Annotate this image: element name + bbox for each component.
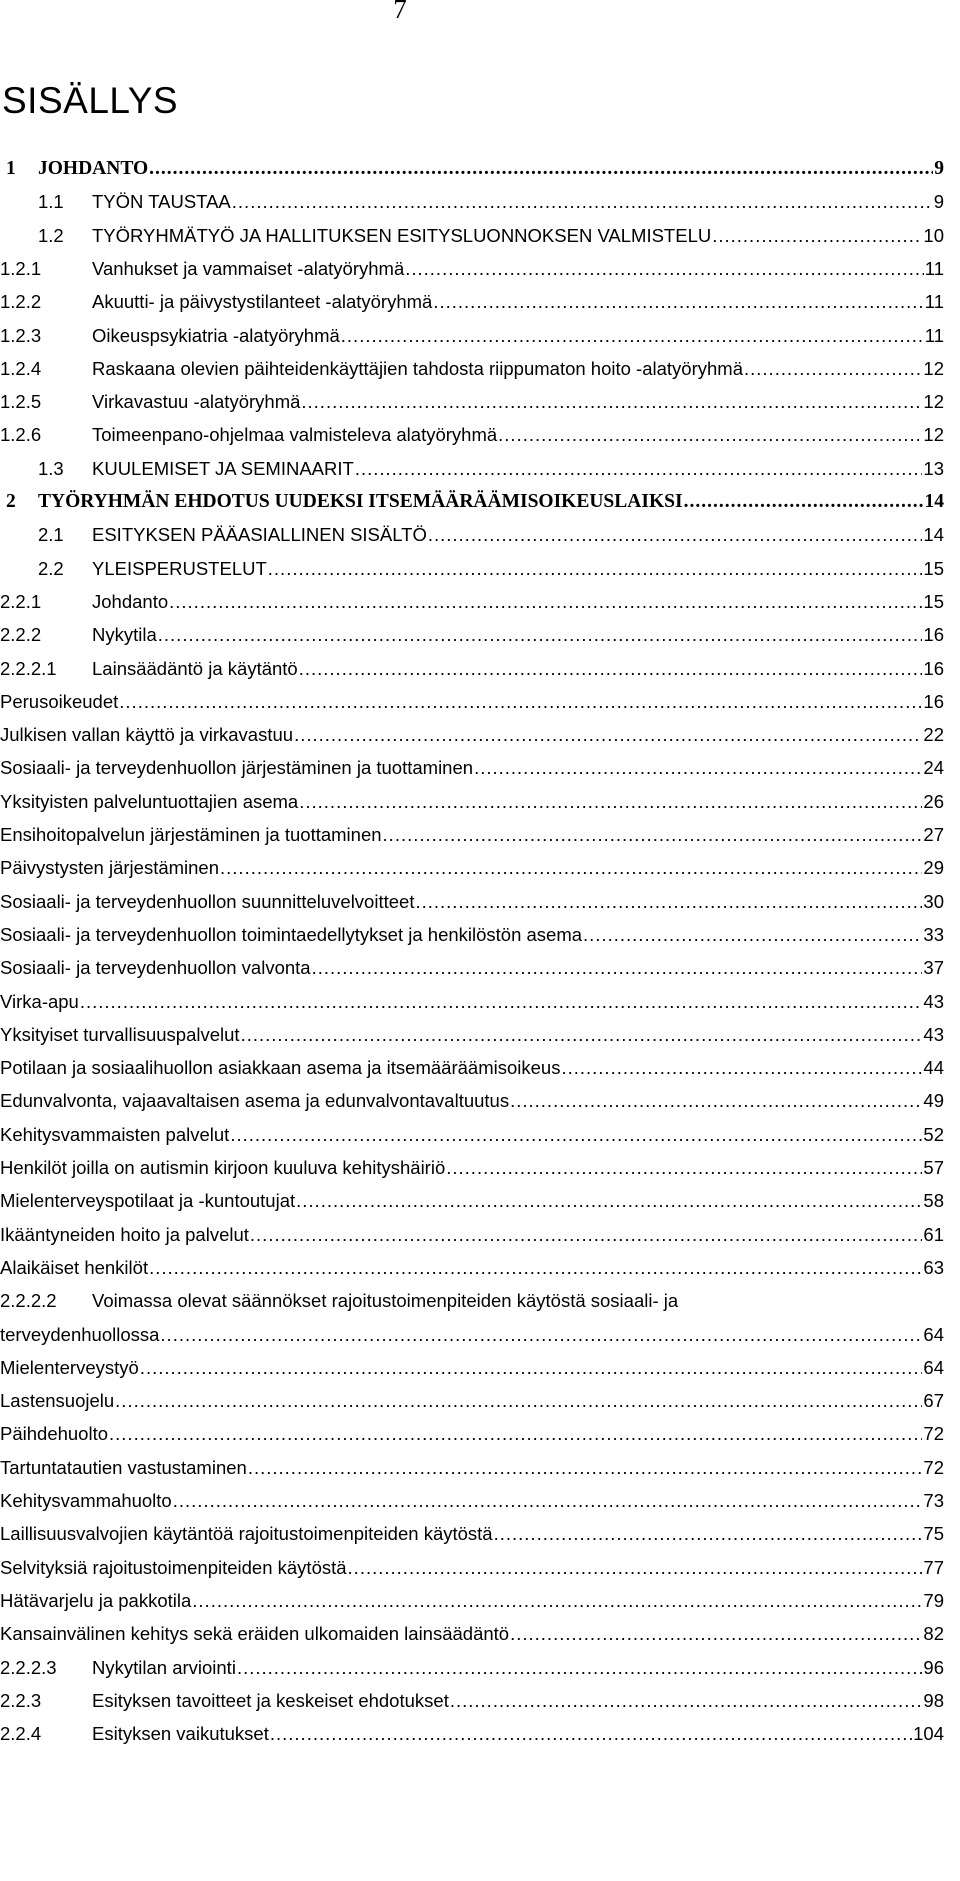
dot-leader bbox=[712, 223, 922, 249]
dot-leader bbox=[312, 955, 923, 981]
toc-entry[interactable] bbox=[0, 1384, 944, 1414]
dot-leader bbox=[294, 722, 922, 748]
toc-entry[interactable] bbox=[0, 1484, 944, 1514]
toc-entry[interactable] bbox=[0, 385, 944, 415]
toc-entry-page: 43 bbox=[923, 1023, 944, 1045]
dot-leader bbox=[583, 922, 922, 948]
dot-leader bbox=[474, 755, 922, 781]
dot-leader bbox=[270, 1721, 912, 1747]
dot-leader bbox=[149, 156, 933, 182]
toc-entry-page: 11 bbox=[924, 324, 944, 346]
toc-entry-page: 79 bbox=[923, 1589, 944, 1611]
dot-leader bbox=[109, 1421, 922, 1447]
dot-leader bbox=[494, 1521, 923, 1547]
toc-entry-number: 1.2.3 bbox=[0, 324, 42, 346]
toc-entry[interactable] bbox=[0, 1551, 944, 1581]
toc-entry-page: 58 bbox=[923, 1190, 944, 1212]
toc-entry-page: 72 bbox=[923, 1423, 944, 1445]
dot-leader bbox=[415, 889, 922, 915]
toc-entry[interactable] bbox=[0, 319, 944, 349]
toc-entry[interactable] bbox=[0, 785, 944, 815]
dot-leader bbox=[250, 1222, 923, 1248]
toc-entry-page: 12 bbox=[923, 424, 944, 446]
toc-entry-label: Virkavastuu -alatyöryhmä bbox=[92, 391, 301, 413]
toc-entry-page: 77 bbox=[923, 1556, 944, 1578]
toc-entry-label: Henkilöt joilla on autismin kirjoon kuuluva kehityshäiriö bbox=[0, 1157, 446, 1178]
toc-entry[interactable] bbox=[0, 452, 944, 482]
toc-entry-label: Nykytila bbox=[92, 624, 157, 646]
toc-entry[interactable] bbox=[0, 585, 944, 615]
toc-entry-page: 16 bbox=[923, 657, 944, 679]
dot-leader bbox=[301, 389, 922, 415]
dot-leader bbox=[149, 1255, 922, 1281]
toc-entry-page: 22 bbox=[923, 724, 944, 746]
toc-entry-page: 11 bbox=[924, 291, 944, 313]
dot-leader bbox=[192, 1588, 922, 1614]
toc-entry-label: Virka-apu bbox=[0, 990, 79, 1012]
toc-entry-label: Vanhukset ja vammaiset -alatyöryhmä bbox=[92, 257, 405, 279]
toc-entry[interactable] bbox=[0, 552, 944, 582]
toc-entry-number: 2.2.3 bbox=[0, 1689, 42, 1711]
toc-entry[interactable] bbox=[0, 1051, 944, 1081]
toc-entry[interactable] bbox=[0, 1018, 944, 1048]
toc-entry-page: 67 bbox=[923, 1390, 944, 1412]
toc-entry[interactable] bbox=[0, 1684, 944, 1714]
toc-entry-page: 49 bbox=[923, 1090, 944, 1112]
dot-leader bbox=[119, 689, 922, 715]
toc-entry-page: 33 bbox=[923, 923, 944, 945]
dot-leader bbox=[173, 1488, 923, 1514]
toc-entry-page: 26 bbox=[923, 790, 944, 812]
toc-entry-page: 30 bbox=[923, 890, 944, 912]
toc-entry-number: 1.1 bbox=[38, 191, 64, 213]
page-title: SISÄLLYS bbox=[2, 80, 179, 121]
toc-entry[interactable] bbox=[0, 751, 944, 781]
toc-entry[interactable] bbox=[0, 918, 944, 948]
toc-entry[interactable] bbox=[0, 1218, 944, 1248]
toc-entry-label: Sosiaali- ja terveydenhuollon järjestäminen ja tuottaminen bbox=[0, 757, 474, 779]
toc-entry-label: Laillisuusvalvojien käytäntöä rajoitustoimenpiteiden käytöstä bbox=[0, 1523, 493, 1545]
toc-entry-label: Johdanto bbox=[92, 590, 169, 612]
toc-entry-label: Selvityksiä rajoitustoimenpiteiden käytöstä bbox=[0, 1556, 347, 1578]
toc-entry[interactable] bbox=[0, 1717, 944, 1747]
toc-entry-label: Tartuntatautien vastustaminen bbox=[0, 1456, 247, 1478]
toc-entry-page: 57 bbox=[923, 1157, 944, 1178]
toc-entry-label: terveydenhuollossa bbox=[0, 1323, 160, 1345]
dot-leader bbox=[237, 1655, 922, 1681]
toc-entry-page: 15 bbox=[923, 590, 944, 612]
toc-entry-page: 64 bbox=[923, 1323, 944, 1345]
toc-entry-number: 1.2.4 bbox=[0, 357, 42, 379]
toc-entry-page: 9 bbox=[933, 191, 944, 213]
toc-entry-page: 16 bbox=[923, 690, 944, 712]
toc-entry[interactable] bbox=[0, 685, 944, 715]
toc-entry-label: Esityksen tavoitteet ja keskeiset ehdotukset bbox=[92, 1689, 449, 1711]
toc-entry[interactable] bbox=[0, 851, 944, 881]
toc-entry-page: 15 bbox=[923, 557, 944, 579]
dot-leader bbox=[744, 356, 922, 382]
toc-entry-number: 2.2.1 bbox=[0, 590, 42, 612]
dot-leader bbox=[341, 323, 924, 349]
toc-entry[interactable] bbox=[0, 1084, 944, 1114]
toc-entry-page: 10 bbox=[923, 224, 944, 246]
dot-leader bbox=[561, 1055, 922, 1081]
toc-entry[interactable] bbox=[0, 1251, 944, 1281]
dot-leader bbox=[80, 989, 923, 1015]
toc-entry[interactable] bbox=[0, 1184, 944, 1214]
toc-entry[interactable] bbox=[0, 285, 944, 315]
toc-entry-label: TYÖN TAUSTAA bbox=[92, 191, 231, 213]
toc-entry[interactable] bbox=[0, 1451, 944, 1481]
toc-entry-label: Ensihoitopalvelun järjestäminen ja tuottaminen bbox=[0, 824, 382, 845]
toc-entry-label: Perusoikeudet bbox=[0, 690, 119, 712]
toc-entry[interactable] bbox=[0, 718, 944, 748]
toc-entry-label: Ikääntyneiden hoito ja palvelut bbox=[0, 1223, 249, 1245]
toc-entry-label: Voimassa olevat säännökset rajoitustoimenpiteiden käytöstä sosiaali- ja bbox=[92, 1290, 679, 1312]
dot-leader bbox=[433, 289, 923, 315]
toc-entry-page: 98 bbox=[923, 1689, 944, 1711]
toc-entry[interactable] bbox=[0, 652, 944, 682]
toc-entry-label: Toimeenpano-ohjelmaa valmisteleva alatyöryhmä bbox=[92, 424, 498, 446]
toc-entry-page: 64 bbox=[923, 1356, 944, 1378]
dot-leader bbox=[115, 1388, 922, 1414]
toc-entry-number: 2.2.2.3 bbox=[0, 1656, 57, 1678]
toc-entry-page: 16 bbox=[923, 624, 944, 646]
toc-entry-label: TYÖRYHMÄTYÖ JA HALLITUKSEN ESITYSLUONNOKSEN VALMISTELU bbox=[92, 224, 712, 246]
toc-entry-number: 1.3 bbox=[38, 457, 64, 479]
toc-entry-page: 11 bbox=[924, 257, 944, 279]
toc-entry-page: 82 bbox=[923, 1623, 944, 1645]
toc-entry[interactable] bbox=[0, 885, 944, 915]
dot-leader bbox=[268, 556, 923, 582]
toc-entry-page: 37 bbox=[923, 957, 944, 979]
dot-leader bbox=[169, 589, 922, 615]
toc-entry-label: Potilaan ja sosiaalihuollon asiakkaan asema ja itsemääräämisoikeus bbox=[0, 1057, 561, 1079]
dot-leader bbox=[405, 256, 924, 282]
toc-entry-label: Edunvalvonta, vajaavaltaisen asema ja edunvalvontavaltuutus bbox=[0, 1090, 510, 1112]
toc-entry-wrap-line[interactable] bbox=[0, 1284, 944, 1314]
toc-entry-label: YLEISPERUSTELUT bbox=[92, 557, 267, 579]
dot-leader bbox=[383, 822, 923, 848]
dot-leader bbox=[299, 656, 923, 682]
toc-entry[interactable] bbox=[0, 951, 944, 981]
toc-entry-label: Sosiaali- ja terveydenhuollon toimintaedellytykset ja henkilöstön asema bbox=[0, 923, 583, 945]
dot-leader bbox=[299, 789, 922, 815]
toc-entry-label: Mielenterveyspotilaat ja -kuntoutujat bbox=[0, 1190, 296, 1212]
toc-entry-label: Yksityisten palveluntuottajien asema bbox=[0, 790, 299, 812]
toc-entry[interactable] bbox=[0, 219, 944, 249]
toc-entry-label: Hätävarjelu ja pakkotila bbox=[0, 1589, 192, 1611]
toc-entry[interactable] bbox=[0, 1151, 944, 1181]
toc-entry-label: Julkisen vallan käyttö ja virkavastuu bbox=[0, 724, 294, 746]
toc-entry-number: 1.2.1 bbox=[0, 257, 42, 279]
toc-entry[interactable] bbox=[0, 352, 944, 382]
toc-entry-page: 14 bbox=[924, 491, 944, 512]
toc-entry-label: KUULEMISET JA SEMINAARIT bbox=[92, 457, 354, 479]
dot-leader bbox=[428, 522, 923, 548]
toc-entry-label: Nykytilan arviointi bbox=[92, 1656, 236, 1678]
toc-entry-label: Kehitysvammaisten palvelut bbox=[0, 1123, 230, 1145]
toc-entry-label: Sosiaali- ja terveydenhuollon suunnitteluvelvoitteet bbox=[0, 890, 415, 912]
dot-leader bbox=[158, 622, 923, 648]
toc-entry[interactable] bbox=[0, 1584, 944, 1614]
dot-leader bbox=[684, 489, 924, 515]
toc-entry-label: ESITYKSEN PÄÄASIALLINEN SISÄLTÖ bbox=[92, 524, 427, 546]
toc-entry-number: 1 bbox=[6, 158, 16, 179]
toc-entry-page: 13 bbox=[923, 457, 944, 479]
toc-entry-page: 75 bbox=[923, 1523, 944, 1545]
toc-entry[interactable] bbox=[0, 252, 944, 282]
toc-entry[interactable] bbox=[0, 818, 944, 848]
dot-leader bbox=[248, 1455, 923, 1481]
toc-entry-label: Yksityiset turvallisuuspalvelut bbox=[0, 1023, 240, 1045]
toc-entry[interactable] bbox=[0, 1651, 944, 1681]
toc-entry-page: 52 bbox=[923, 1123, 944, 1145]
dot-leader bbox=[355, 456, 923, 482]
table-of-contents bbox=[0, 152, 960, 1881]
toc-entry-page: 44 bbox=[923, 1057, 944, 1079]
toc-entry-number: 2.2.2 bbox=[0, 624, 42, 646]
toc-entry-label: Lastensuojelu bbox=[0, 1390, 115, 1412]
toc-entry-page: 12 bbox=[923, 357, 944, 379]
toc-entry-number: 2.2.4 bbox=[0, 1723, 42, 1745]
toc-entry[interactable] bbox=[0, 1118, 944, 1148]
toc-entry-page: 24 bbox=[923, 757, 944, 779]
toc-entry-label: Lainsäädäntö ja käytäntö bbox=[92, 657, 298, 679]
dot-leader bbox=[220, 855, 922, 881]
dot-leader bbox=[446, 1155, 922, 1181]
dot-leader bbox=[140, 1355, 923, 1381]
toc-entry[interactable] bbox=[0, 152, 944, 182]
dot-leader bbox=[160, 1322, 922, 1348]
toc-entry-page: 14 bbox=[923, 524, 944, 546]
toc-entry[interactable] bbox=[0, 1617, 944, 1647]
toc-entry-label: Päivystysten järjestäminen bbox=[0, 857, 220, 879]
toc-entry-page: 96 bbox=[923, 1656, 944, 1678]
toc-entry-number: 2.2.2.1 bbox=[0, 657, 57, 679]
dot-leader bbox=[348, 1555, 923, 1581]
toc-entry-page: 63 bbox=[923, 1256, 944, 1278]
toc-entry-label: Alaikäiset henkilöt bbox=[0, 1256, 149, 1278]
page-number: 7 bbox=[393, 0, 407, 24]
toc-entry-number: 2.2.2.2 bbox=[0, 1290, 57, 1312]
toc-entry-number: 1.2.6 bbox=[0, 424, 42, 446]
toc-entry[interactable] bbox=[0, 1417, 944, 1447]
toc-entry-label: Oikeuspsykiatria -alatyöryhmä bbox=[92, 324, 340, 346]
toc-entry-page: 43 bbox=[923, 990, 944, 1012]
toc-entry[interactable] bbox=[0, 985, 944, 1015]
toc-entry-label: Mielenterveystyö bbox=[0, 1356, 139, 1378]
toc-entry[interactable] bbox=[0, 1517, 944, 1547]
toc-entry[interactable] bbox=[0, 485, 944, 515]
toc-entry-label: Kehitysvammahuolto bbox=[0, 1490, 172, 1511]
dot-leader bbox=[498, 422, 922, 448]
toc-entry[interactable] bbox=[0, 185, 944, 215]
toc-entry[interactable] bbox=[0, 418, 944, 448]
dot-leader bbox=[230, 1122, 922, 1148]
dot-leader bbox=[296, 1188, 922, 1214]
toc-entry-number: 2.2 bbox=[38, 557, 64, 579]
toc-entry[interactable] bbox=[0, 1318, 944, 1348]
dot-leader bbox=[450, 1688, 923, 1714]
dot-leader bbox=[510, 1088, 922, 1114]
dot-leader bbox=[232, 189, 933, 215]
toc-entry-page: 29 bbox=[923, 857, 944, 879]
toc-entry-number: 2.1 bbox=[38, 524, 64, 546]
toc-entry-number: 2 bbox=[6, 491, 16, 512]
toc-entry-page: 73 bbox=[923, 1490, 944, 1511]
toc-entry-page: 104 bbox=[913, 1723, 944, 1745]
toc-entry-label: Sosiaali- ja terveydenhuollon valvonta bbox=[0, 957, 311, 979]
toc-entry-label: TYÖRYHMÄN EHDOTUS UUDEKSI ITSEMÄÄRÄÄMISOIKEUSLAIKSI bbox=[38, 491, 683, 512]
toc-entry-page: 61 bbox=[923, 1223, 944, 1245]
toc-entry-label: Päihdehuolto bbox=[0, 1423, 109, 1445]
toc-entry[interactable] bbox=[0, 518, 944, 548]
toc-entry-label: JOHDANTO bbox=[38, 158, 149, 179]
toc-entry-label: Esityksen vaikutukset bbox=[92, 1723, 269, 1745]
toc-entry-label: Raskaana olevien päihteidenkäyttäjien tahdosta riippumaton hoito -alatyöryhmä bbox=[92, 357, 743, 379]
toc-entry-label: Akuutti- ja päivystystilanteet -alatyöryhmä bbox=[92, 291, 433, 313]
toc-entry-number: 1.2 bbox=[38, 224, 64, 246]
dot-leader bbox=[510, 1621, 922, 1647]
toc-entry-page: 12 bbox=[923, 391, 944, 413]
toc-entry-page: 72 bbox=[923, 1456, 944, 1478]
toc-entry[interactable] bbox=[0, 618, 944, 648]
toc-entry-page: 9 bbox=[934, 158, 944, 179]
toc-entry-number: 1.2.2 bbox=[0, 291, 42, 313]
toc-entry-label: Kansainvälinen kehitys sekä eräiden ulkomaiden lainsäädäntö bbox=[0, 1623, 510, 1645]
toc-entry-number: 1.2.5 bbox=[0, 391, 42, 413]
toc-entry-page: 27 bbox=[923, 824, 944, 845]
dot-leader bbox=[241, 1022, 923, 1048]
toc-entry[interactable] bbox=[0, 1351, 944, 1381]
